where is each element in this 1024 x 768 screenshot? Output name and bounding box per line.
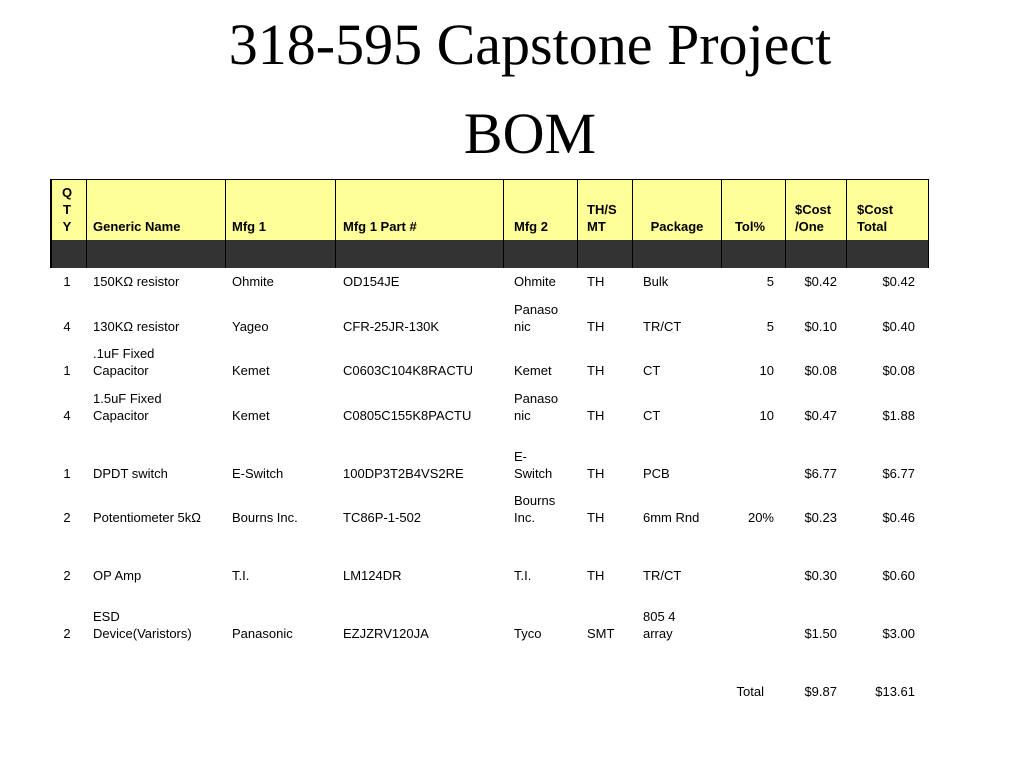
cell-part: C0805C155K8PACTU	[343, 408, 472, 423]
header-qty: Q T Y	[61, 185, 73, 234]
cell-tol: 5	[766, 274, 774, 289]
column-divider	[335, 179, 336, 268]
cell-mfg1: Ohmite	[232, 274, 274, 289]
cell-part: TC86P-1-502	[343, 510, 422, 525]
cell-mfg2: T.I.	[514, 568, 532, 583]
cell-mfg1: Kemet	[232, 408, 270, 423]
cell-mfg1: T.I.	[232, 568, 250, 583]
cell-package: 805 4 array	[643, 609, 676, 641]
cell-package: TR/CT	[643, 319, 682, 334]
cell-tol: 5	[766, 319, 774, 334]
cell-package: 6mm Rnd	[643, 510, 700, 525]
header-tol: Tol%	[734, 219, 766, 234]
cell-cost-one: $1.50	[804, 626, 837, 641]
column-divider	[632, 179, 633, 268]
cell-cost-total: $0.08	[882, 363, 915, 378]
cell-qty: 4	[63, 319, 71, 334]
total-cost-total: $13.61	[875, 684, 915, 699]
column-divider	[225, 179, 226, 268]
cell-name: DPDT switch	[93, 466, 168, 481]
cell-qty: 2	[63, 510, 71, 525]
cell-thsmt: TH	[587, 408, 605, 423]
header-thsmt: TH/S MT	[587, 202, 617, 234]
total-cost-one: $9.87	[804, 684, 837, 699]
cell-thsmt: TH	[587, 274, 605, 289]
cell-mfg2: Panaso nic	[514, 302, 559, 334]
cell-package: PCB	[643, 466, 670, 481]
column-divider	[785, 179, 786, 268]
header-mfg2: Mfg 2	[514, 219, 548, 234]
cell-name: ESD Device(Varistors)	[93, 609, 192, 641]
cell-cost-total: $1.88	[882, 408, 915, 423]
cell-cost-one: $0.42	[804, 274, 837, 289]
cell-thsmt: TH	[587, 568, 605, 583]
cell-cost-total: $6.77	[882, 466, 915, 481]
cell-name: 1.5uF Fixed Capacitor	[93, 391, 162, 423]
cell-name: Potentiometer 5kΩ	[93, 510, 201, 525]
cell-qty: 1	[63, 274, 71, 289]
cell-package: CT	[643, 408, 661, 423]
cell-cost-total: $0.40	[882, 319, 915, 334]
header-cost-one: $Cost /One	[795, 202, 832, 234]
cell-cost-one: $0.08	[804, 363, 837, 378]
cell-qty: 2	[63, 568, 71, 583]
cell-package: CT	[643, 363, 661, 378]
cell-name: 130KΩ resistor	[93, 319, 180, 334]
cell-cost-one: $0.23	[804, 510, 837, 525]
cell-cost-total: $0.46	[882, 510, 915, 525]
page-subtitle: BOM	[463, 101, 597, 166]
page-title: 318-595 Capstone Project	[228, 12, 832, 77]
cell-qty: 1	[63, 363, 71, 378]
cell-mfg2: Panaso nic	[514, 391, 559, 423]
cell-mfg2: Bourns Inc.	[514, 493, 556, 525]
header-separator-band	[50, 240, 929, 268]
cell-part: 100DP3T2B4VS2RE	[343, 466, 464, 481]
cell-thsmt: TH	[587, 510, 605, 525]
cell-mfg2: E- Switch	[514, 449, 553, 481]
header-cost-total: $Cost Total	[857, 202, 894, 234]
cell-mfg2: Tyco	[514, 626, 542, 641]
cell-thsmt: TH	[587, 466, 605, 481]
cell-cost-one: $0.47	[804, 408, 837, 423]
cell-qty: 4	[63, 408, 71, 423]
cell-name: OP Amp	[93, 568, 142, 583]
cell-mfg1: Bourns Inc.	[232, 510, 298, 525]
cell-mfg1: Yageo	[232, 319, 269, 334]
cell-part: C0603C104K8RACTU	[343, 363, 474, 378]
cell-mfg1: Panasonic	[232, 626, 293, 641]
cell-mfg1: E-Switch	[232, 466, 284, 481]
header-package: Package	[650, 219, 704, 234]
cell-thsmt: TH	[587, 363, 605, 378]
cell-part: EZJZRV120JA	[343, 626, 429, 641]
cell-package: TR/CT	[643, 568, 682, 583]
cell-qty: 1	[63, 466, 71, 481]
cell-thsmt: SMT	[587, 626, 615, 641]
cell-cost-total: $0.42	[882, 274, 915, 289]
cell-thsmt: TH	[587, 319, 605, 334]
cell-mfg2: Ohmite	[514, 274, 556, 289]
cell-part: CFR-25JR-130K	[343, 319, 440, 334]
cell-cost-total: $3.00	[882, 626, 915, 641]
cell-part: LM124DR	[343, 568, 402, 583]
column-divider	[503, 179, 504, 268]
column-divider	[846, 179, 847, 268]
cell-cost-one: $6.77	[804, 466, 837, 481]
cell-part: OD154JE	[343, 274, 400, 289]
cell-name: 150KΩ resistor	[93, 274, 180, 289]
header-mfg1-part: Mfg 1 Part #	[343, 219, 417, 234]
column-divider	[577, 179, 578, 268]
cell-tol: 10	[759, 363, 774, 378]
header-mfg1: Mfg 1	[232, 219, 266, 234]
cell-cost-one: $0.10	[804, 319, 837, 334]
total-label: Total	[736, 684, 764, 699]
cell-mfg1: Kemet	[232, 363, 270, 378]
cell-package: Bulk	[643, 274, 669, 289]
cell-qty: 2	[63, 626, 71, 641]
cell-mfg2: Kemet	[514, 363, 552, 378]
cell-tol: 20%	[747, 510, 774, 525]
cell-name: .1uF Fixed Capacitor	[93, 346, 155, 378]
column-divider	[86, 179, 87, 268]
cell-cost-one: $0.30	[804, 568, 837, 583]
header-generic-name: Generic Name	[93, 219, 181, 234]
cell-cost-total: $0.60	[882, 568, 915, 583]
cell-tol: 10	[759, 408, 774, 423]
